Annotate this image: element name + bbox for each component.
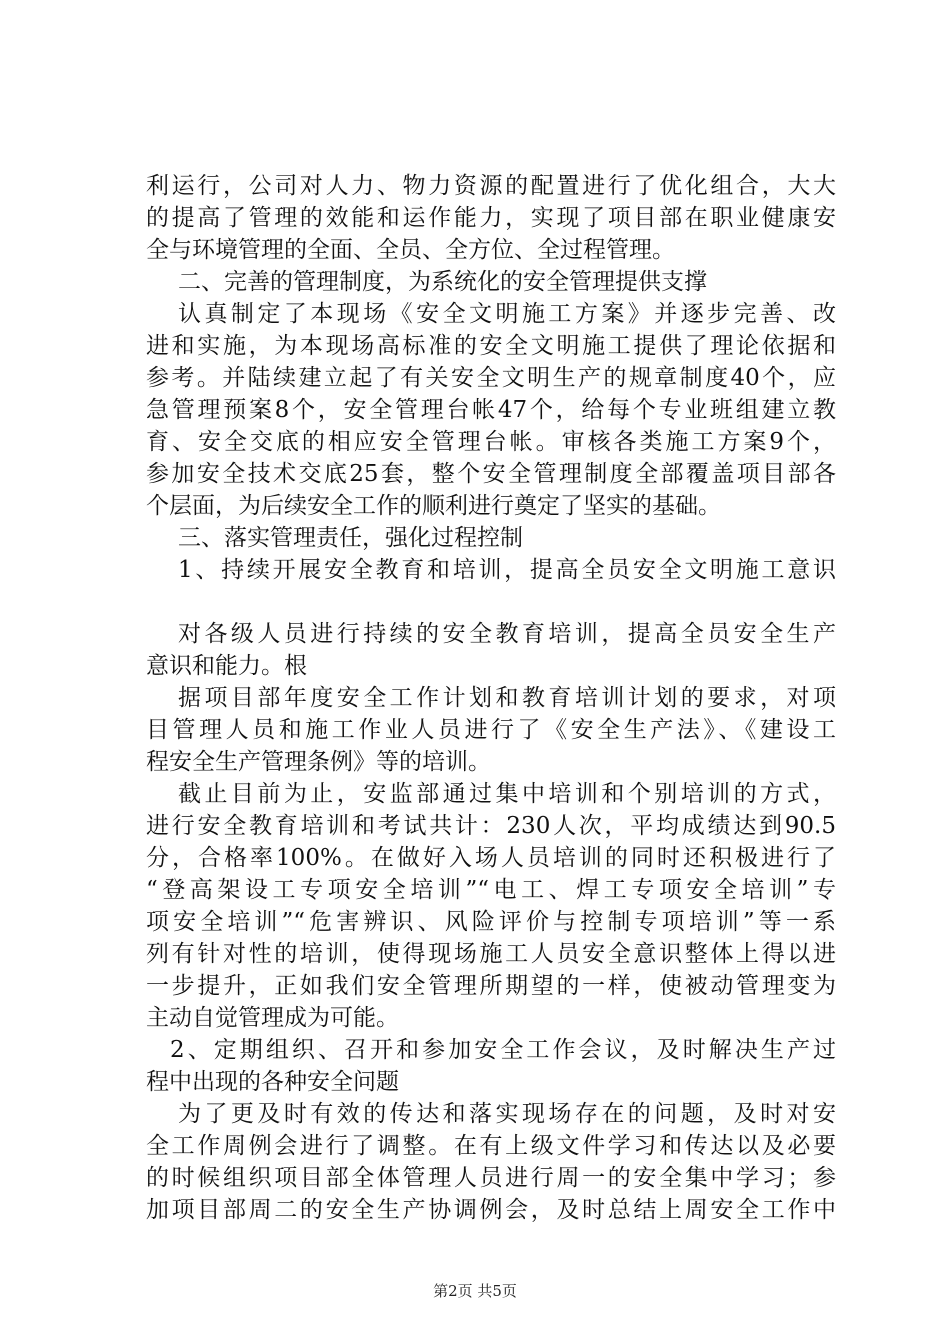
body-text-line: 一步提升，正如我们安全管理所期望的一样，使被动管理变为 <box>146 973 836 999</box>
body-text-line: 参考。并陆续建立起了有关安全文明生产的规章制度40个，应 <box>146 365 836 391</box>
body-text-line: 育、安全交底的相应安全管理台帐。审核各类施工方案9个， <box>146 429 836 455</box>
body-text-line: 分，合格率100%。在做好入场人员培训的同时还积极进行了 <box>146 845 836 871</box>
body-text-line: 据项目部年度安全工作计划和教育培训计划的要求，对项 <box>178 685 836 711</box>
body-text-line: 急管理预案8个，安全管理台帐47个，给每个专业班组建立教 <box>146 397 836 423</box>
body-text-line: 全工作周例会进行了调整。在有上级文件学习和传达以及必要 <box>146 1133 836 1159</box>
body-text-line: 主动自觉管理成为可能。 <box>146 1005 399 1031</box>
subsection-heading-1: 1、持续开展安全教育和培训，提高全员安全文明施工意识 <box>178 557 836 583</box>
body-text-line: 的提高了管理的效能和运作能力，实现了项目部在职业健康安 <box>146 205 836 231</box>
subsection-heading-2: 2、定期组织、召开和参加安全工作会议，及时解决生产过 <box>170 1037 836 1063</box>
body-text-line: 加项目部周二的安全生产协调例会，及时总结上周安全工作中 <box>146 1197 836 1223</box>
body-text-line: 截止目前为止，安监部通过集中培训和个别培训的方式， <box>178 781 836 807</box>
body-text-line: 项安全培训”“危害辨识、风险评价与控制专项培训”等一系 <box>146 909 836 935</box>
body-text-line: 目管理人员和施工作业人员进行了《安全生产法》、《建设工 <box>146 717 836 743</box>
body-text-line: 进行安全教育培训和考试共计：230人次，平均成绩达到90.5 <box>146 813 836 839</box>
body-text-line: 参加安全技术交底25套，整个安全管理制度全部覆盖项目部各 <box>146 461 836 487</box>
body-text-line: 程中出现的各种安全问题 <box>146 1069 399 1095</box>
body-text-line: 全与环境管理的全面、全员、全方位、全过程管理。 <box>146 237 675 263</box>
body-text-line: “登高架设工专项安全培训”“电工、焊工专项安全培训”专 <box>146 877 836 903</box>
body-text-line: 利运行，公司对人力、物力资源的配置进行了优化组合，大大 <box>146 173 836 199</box>
body-text-line: 为了更及时有效的传达和落实现场存在的问题，及时对安 <box>178 1101 836 1127</box>
section-heading-3: 三、落实管理责任，强化过程控制 <box>178 525 523 551</box>
body-text-line: 认真制定了本现场《安全文明施工方案》并逐步完善、改 <box>178 301 836 327</box>
body-text-line: 进和实施，为本现场高标准的安全文明施工提供了理论依据和 <box>146 333 836 359</box>
body-text-line: 个层面，为后续安全工作的顺利进行奠定了坚实的基础。 <box>146 493 721 519</box>
body-text-line: 的时候组织项目部全体管理人员进行周一的安全集中学习；参 <box>146 1165 836 1191</box>
body-text-line: 列有针对性的培训，使得现场施工人员安全意识整体上得以进 <box>146 941 836 967</box>
body-text-line: 对各级人员进行持续的安全教育培训，提高全员安全生产 <box>178 621 836 647</box>
page-number-footer: 第2页 共5页 <box>433 1282 517 1300</box>
body-text-line: 程安全生产管理条例》等的培训。 <box>146 749 491 775</box>
section-heading-2: 二、完善的管理制度，为系统化的安全管理提供支撑 <box>178 269 707 295</box>
body-text-line: 意识和能力。根 <box>146 653 307 679</box>
